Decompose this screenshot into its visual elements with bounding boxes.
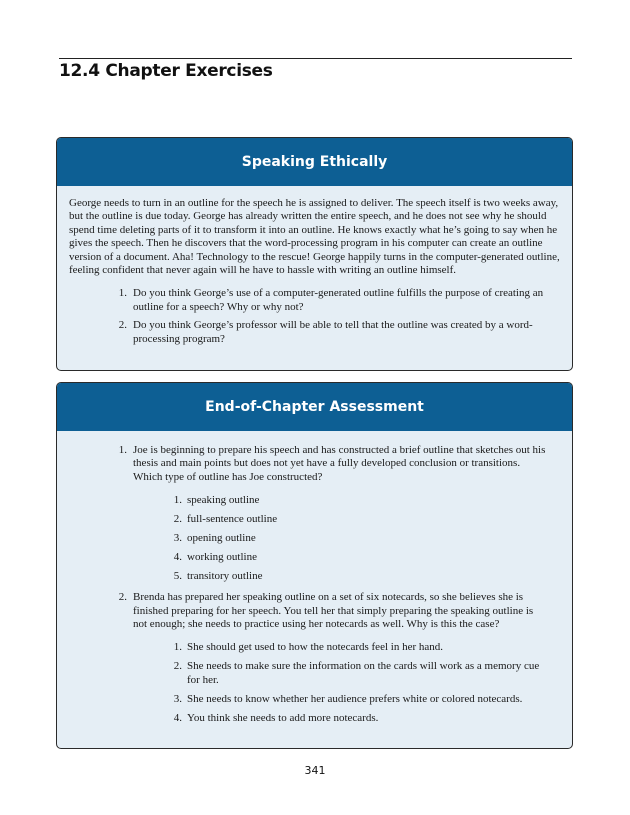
option-number: 3. [173,692,182,705]
answer-option [133,641,548,654]
assessment-header: End-of-Chapter Assessment [57,383,572,431]
option-text: working outline [187,550,257,563]
assessment-body [57,431,572,725]
option-number: 5. [173,569,182,582]
answer-option [133,660,548,687]
answer-option [133,570,548,583]
option-text: opening outline [187,532,256,545]
answer-options [133,494,548,583]
answer-option [133,532,548,545]
answer-options [133,641,548,725]
speaking-ethically-paragraph: George needs to turn in an outline for the speech he is assigned to deliver. The speech itself is two weeks away, but the outline is due today. George has already written the entire speech, and he does not see why he should spend time deleting parts of it to transform it into an outline. He knows exactly what he’s going to say when he gives the speech. Then he discovers that the word-processing program in his computer can create an outline version of a document. Aha! Technology to the rescue! George happily turns in the computer-generated outline, feeling confident that never again will he have to hassle with writing an outline himself. [69,197,560,277]
option-text: You think she needs to add more notecards. [187,711,379,724]
option-text: She should get used to how the notecards feel in her hand. [187,641,443,654]
list-number: 2. [118,591,127,604]
answer-option [133,693,548,706]
option-text: transitory outline [187,569,263,582]
option-text: She needs to make sure the information on the cards will work as a memory cue for her. [187,660,540,686]
answer-option [133,712,548,725]
question-text: Joe is beginning to prepare his speech and has constructed a brief outline that sketches out his thesis and main points but does not yet have a fully developed conclusion or transitions. Which type of outline has Joe constructed? [133,444,546,483]
list-number: 2. [118,319,127,332]
option-number: 2. [173,513,182,526]
option-text: speaking outline [187,494,260,507]
list-number: 1. [118,444,127,456]
top-rule [59,58,572,59]
section-title: 12.4 Chapter Exercises [59,61,273,81]
option-number: 1. [173,494,182,507]
list-item [69,287,560,314]
speaking-ethically-header: Speaking Ethically [57,138,572,186]
list-number: 1. [118,287,127,300]
speaking-ethically-questions [69,287,560,346]
list-item [69,319,560,346]
speaking-ethically-box [56,137,573,371]
option-number: 4. [173,550,182,563]
question-text: Do you think George’s use of a computer-generated outline fulfills the purpose of creating an outline for a speech? Why or why not? [133,287,544,313]
page-number: 341 [304,764,326,777]
option-text: full-sentence outline [187,513,278,526]
option-number: 2. [173,660,182,673]
answer-option [133,513,548,526]
list-item [69,591,560,725]
option-number: 1. [173,641,182,654]
assessment-box [56,382,573,749]
assessment-questions [69,444,560,725]
question-text: Brenda has prepared her speaking outline on a set of six notecards, so she believes she is finished preparing for her speech. You tell her that simply preparing the speaking outline is not enough; she needs to practice using her notecards as well. Why is this the case? [133,591,534,631]
list-item [69,444,560,583]
speaking-ethically-body [57,186,572,346]
answer-option [133,551,548,564]
answer-option [133,494,548,507]
option-text: She needs to know whether her audience prefers white or colored notecards. [187,692,523,705]
option-number: 3. [173,532,182,545]
question-text: Do you think George’s professor will be able to tell that the outline was created by a word-processing program? [133,319,533,345]
option-number: 4. [173,711,182,724]
